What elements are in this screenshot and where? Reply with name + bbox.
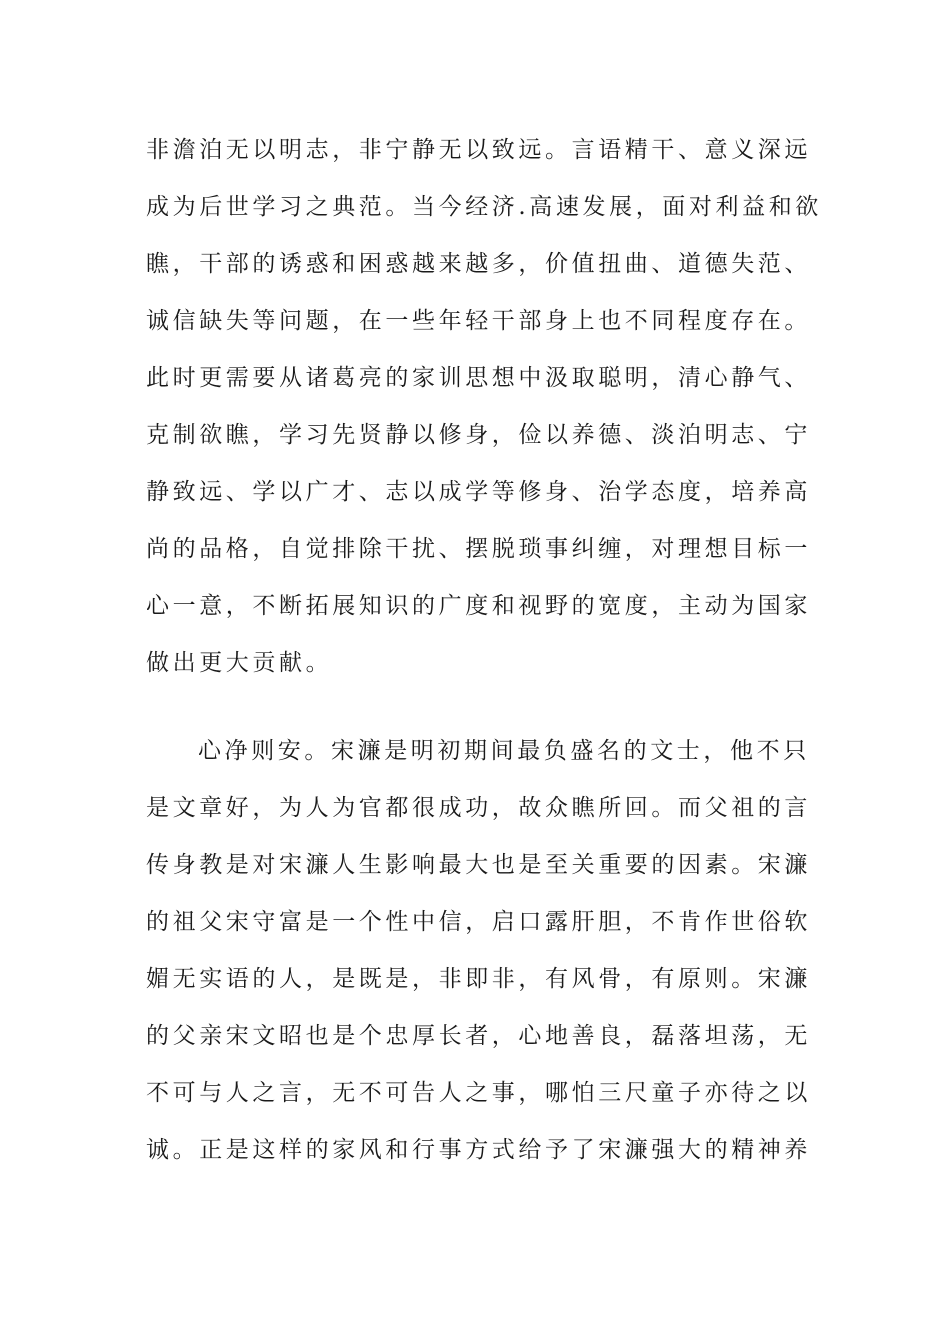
text-line: 非澹泊无以明志，非宁静无以致远。言语精干、意义深远 (146, 137, 811, 163)
text-line: 是文章好，为人为官都很成功，故众瞧所回。而父祖的言 (146, 795, 811, 821)
text-line: 心一意，不断拓展知识的广度和视野的宽度，主动为国家 (146, 593, 811, 619)
text-line: 的父亲宋文昭也是个忠厚长者，心地善良，磊落坦荡，无 (146, 1023, 811, 1049)
text-line: 传身教是对宋濂人生影响最大也是至关重要的因素。宋濂 (146, 852, 811, 878)
text-line: 诚。正是这样的家风和行事方式给予了宋濂强大的精神养 (146, 1137, 811, 1163)
paragraph-zhuge-liang (146, 122, 822, 692)
text-line: 成为后世学习之典范。当今经济.高速发展，面对利益和欲 (146, 194, 822, 220)
text-line: 诚信缺失等问题，在一些年轻干部身上也不同程度存在。 (146, 308, 811, 334)
text-line-first: 心净则安。宋濂是明初期间最负盛名的文士，他不只 (198, 738, 810, 764)
text-line: 克制欲瞧，学习先贤静以修身，俭以养德、淡泊明志、宁 (146, 422, 811, 448)
text-line: 尚的品格，自觉排除干扰、摆脱琐事纠缠，对理想目标一 (146, 536, 811, 562)
text-line: 做出更大贡献。 (146, 650, 333, 676)
text-line: 此时更需要从诸葛亮的家训思想中汲取聪明，清心静气、 (146, 365, 811, 391)
text-line: 的祖父宋守富是一个性中信，启口露肝胆，不肯作世俗软 (146, 909, 811, 935)
text-line: 媚无实语的人，是既是，非即非，有风骨，有原则。宋濂 (146, 966, 811, 992)
text-line: 不可与人之言，无不可告人之事，哪怕三尺童子亦待之以 (146, 1080, 811, 1106)
paragraph-song-lian (146, 723, 816, 1179)
text-line: 静致远、学以广才、志以成学等修身、治学态度，培养高 (146, 479, 811, 505)
text-line: 瞧，干部的诱惑和困惑越来越多，价值扭曲、道德失范、 (146, 251, 811, 277)
